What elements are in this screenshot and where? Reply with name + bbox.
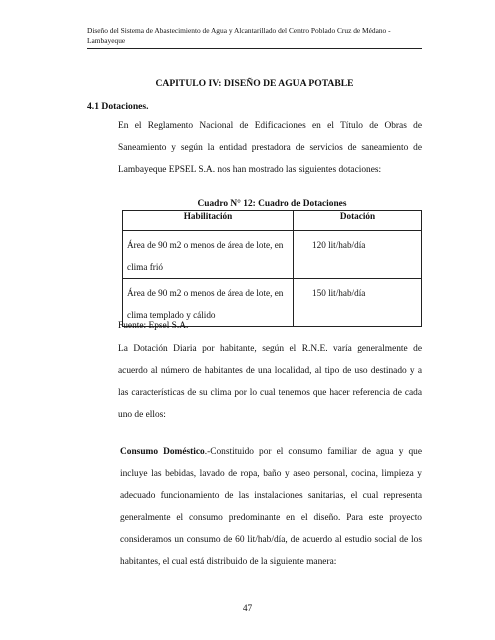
table-caption: Cuadro N° 12: Cuadro de Dotaciones (197, 199, 347, 209)
cell-dotacion: 150 lit/hab/día (294, 279, 422, 327)
header-line-1: Diseño del Sistema de Abastecimiento de Agua y Alcantarillado del Centro Poblado Cruz de Médano - (87, 26, 391, 35)
cell-habilitacion: Área de 90 m2 o menos de área de lote, en clima templado y cálido (123, 279, 294, 327)
dotacion-paragraph: La Dotación Diaria por habitante, según el R.N.E. varía generalmente de acuerdo al número de habitantes de una localidad, al tipo de uso destinado y a las características de su clima por lo cual tenemos que hacer referencia de cada uno de ellos: (118, 344, 422, 420)
header-habilitacion: Habilitación (123, 211, 294, 231)
table-source: Fuente: Epsel S.A. (118, 321, 189, 331)
cell-habilitacion: Área de 90 m2 o menos de área de lote, en clima frió (123, 231, 294, 279)
header-divider (87, 48, 422, 49)
consumo-term: Consumo Doméstico (120, 447, 205, 457)
table-header-row (123, 211, 422, 231)
dotaciones-table (122, 210, 422, 327)
chapter-title: CAPITULO IV: DISEÑO DE AGUA POTABLE (155, 78, 354, 89)
intro-paragraph: En el Reglamento Nacional de Edificaciones en el Título de Obras de Saneamiento y según la entidad prestadora de servicios de saneamiento de Lambayeque EPSEL S.A. nos han mostrado las siguientes dotaciones: (118, 121, 422, 175)
running-header (87, 26, 422, 46)
section-title: 4.1 Dotaciones. (87, 101, 149, 112)
consumo-text: .-Constituido por el consumo familiar de agua y que incluye las bebidas, lavado de ropa, baño y aseo personal, cocina, limpieza y adecuado funcionamiento de las instalaciones sanitarias, el cual representa generalmente el consumo predominante en el diseño. Para este proyecto consideramos un consumo de 60 lit/hab/día, de acuerdo al estudio social de los habitantes, el cual está distribuido de la siguiente manera: (120, 447, 423, 567)
header-line-2: Lambayeque (87, 36, 126, 45)
table-row (123, 279, 422, 327)
cell-dotacion: 120 lit/hab/día (294, 231, 422, 279)
page-number: 47 (242, 604, 253, 614)
header-dotacion: Dotación (294, 211, 422, 231)
consumo-domestico-paragraph (120, 441, 422, 573)
table-row (123, 231, 422, 279)
